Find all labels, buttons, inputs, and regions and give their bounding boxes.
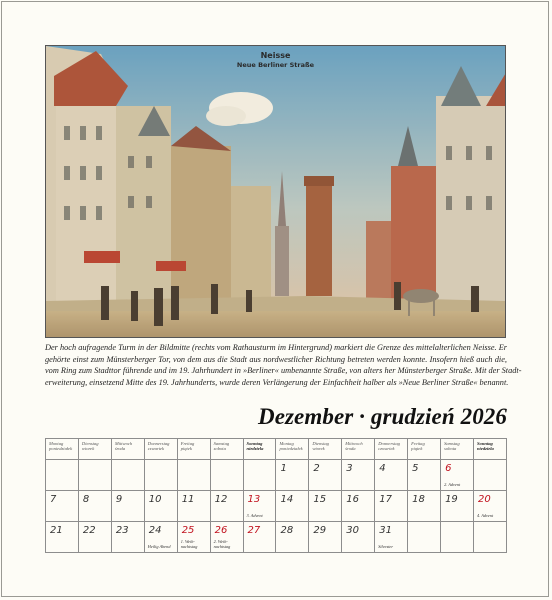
day-number: 5 xyxy=(412,463,419,474)
day-cell xyxy=(210,460,243,491)
day-cell xyxy=(309,491,342,522)
weekday-label xyxy=(79,439,111,451)
holiday-note: Heilig Abend xyxy=(147,544,171,550)
day-cell xyxy=(210,522,243,553)
day-cell xyxy=(375,522,408,553)
day-number: 24 xyxy=(148,525,162,536)
day-number: 10 xyxy=(148,494,162,505)
weekday-polish: sobota xyxy=(444,446,457,452)
weekday-header xyxy=(243,439,276,460)
weekday-label xyxy=(408,439,440,451)
weekday-polish: niedziela xyxy=(246,446,264,452)
weekday-label xyxy=(375,439,407,451)
day-number xyxy=(79,460,111,463)
day-cell xyxy=(408,522,441,553)
weekday-polish: czwartek xyxy=(378,446,395,452)
day-number: 19 xyxy=(445,494,458,505)
weekday-header xyxy=(473,439,506,460)
weekday-header xyxy=(177,439,210,460)
day-cell xyxy=(46,460,79,491)
day-cell xyxy=(78,460,111,491)
weekday-header xyxy=(46,439,79,460)
postcard-subtitle: Neue Berliner Straße xyxy=(236,61,315,69)
caption-line: gehörte einst zum Münsterberger Tor, von dem aus die Stadt aus nordwestlicher Richtung betreten werden konnte. Insofern hieß auch die, xyxy=(45,354,507,364)
day-cell xyxy=(46,491,79,522)
historic-postcard-image xyxy=(45,45,506,338)
day-cell xyxy=(144,491,177,522)
weekday-german: Montag xyxy=(49,441,64,446)
day-cell xyxy=(243,460,276,491)
day-number: 9 xyxy=(115,494,123,505)
day-cell xyxy=(78,491,111,522)
weekday-label xyxy=(244,439,276,451)
weekday-header xyxy=(78,439,111,460)
photo-caption xyxy=(45,342,522,388)
holiday-note: 3. Advent xyxy=(246,513,263,519)
weekday-polish: piątek xyxy=(411,446,423,452)
weekday-polish: wtorek xyxy=(312,446,325,452)
day-cell xyxy=(276,522,309,553)
day-number: 16 xyxy=(346,494,360,505)
day-cell xyxy=(441,491,474,522)
day-number: 27 xyxy=(247,525,261,536)
weekday-polish: sobota xyxy=(213,446,226,452)
week-row xyxy=(46,460,507,491)
weekday-polish: piątek xyxy=(180,446,192,452)
day-number: 20 xyxy=(477,494,491,505)
day-cell xyxy=(46,522,79,553)
caption-line: Der hoch aufragende Turm in der Bildmitte (rechts vom Rathausturm im Hintergrund) markiert die Grenze des mittelalterlichen Neisse. Er xyxy=(45,343,507,352)
day-cell xyxy=(111,491,144,522)
caption-line: vom Ring zum Stadttor führende und im 19. Jahrhundert in »Berliner« umbenannte Straße, von alters her Münsterberger Straße. Mit der Stadt- xyxy=(45,366,522,376)
weekday-german: Freitag xyxy=(180,441,195,446)
day-cell xyxy=(441,460,474,491)
day-number: 29 xyxy=(313,525,327,536)
day-cell xyxy=(144,460,177,491)
weekday-german: Freitag xyxy=(411,441,425,446)
day-number: 13 xyxy=(247,494,261,505)
street-scene-illustration xyxy=(46,46,506,338)
day-number xyxy=(474,522,506,525)
month-title: Dezember · grudzień 2026 xyxy=(257,404,507,429)
day-cell xyxy=(111,522,144,553)
day-number: 14 xyxy=(280,494,294,505)
weekday-label xyxy=(112,439,144,451)
day-number xyxy=(211,460,243,463)
day-number: 18 xyxy=(412,494,425,505)
weekday-header xyxy=(144,439,177,460)
day-number: 23 xyxy=(115,525,129,536)
day-cell xyxy=(78,522,111,553)
weekday-polish: czwartek xyxy=(147,446,165,452)
calendar-grid xyxy=(45,438,507,553)
weekday-label xyxy=(276,439,308,451)
weekday-polish: wtorek xyxy=(81,446,95,452)
weekday-label xyxy=(178,439,210,451)
weekday-german: Donnerstag xyxy=(147,441,170,446)
day-number: 26 xyxy=(214,525,228,536)
day-cell xyxy=(473,522,506,553)
weekday-german: Mittwoch xyxy=(345,441,363,446)
day-number: 3 xyxy=(346,463,353,474)
day-cell xyxy=(375,491,408,522)
day-cell xyxy=(342,460,375,491)
weekday-header xyxy=(309,439,342,460)
weekday-german: Donnerstag xyxy=(378,441,400,446)
weekday-label xyxy=(211,439,243,451)
day-cell xyxy=(342,522,375,553)
week-row xyxy=(46,522,507,553)
weekday-german: Samstag xyxy=(444,441,460,446)
day-cell xyxy=(111,460,144,491)
day-number: 17 xyxy=(379,494,392,505)
day-cell xyxy=(243,491,276,522)
holiday-note: 1. Weih- nachtstag xyxy=(180,539,198,550)
weekday-polish: środa xyxy=(114,446,126,452)
weekday-header xyxy=(408,439,441,460)
day-number: 6 xyxy=(445,463,452,474)
day-number: 2 xyxy=(313,463,320,474)
weekday-header xyxy=(342,439,375,460)
day-number xyxy=(244,460,276,463)
weekday-label xyxy=(309,439,341,451)
day-cell xyxy=(375,460,408,491)
day-cell xyxy=(177,460,210,491)
day-number: 30 xyxy=(346,525,360,536)
day-cell xyxy=(276,460,309,491)
day-cell xyxy=(441,522,474,553)
day-number: 15 xyxy=(313,494,327,505)
caption-line: erweiterung, einsetzend Mitte des 19. Jahrhunderts, wurde deren Verlängerung der Einfachheit halber als »Neue Berliner Straße« benannt. xyxy=(45,377,509,387)
weekday-label xyxy=(474,439,506,451)
day-cell xyxy=(342,491,375,522)
day-number xyxy=(408,522,440,525)
weekday-label xyxy=(46,439,78,451)
day-number xyxy=(178,460,210,463)
day-number xyxy=(441,522,473,525)
weekday-polish: poniedziałek xyxy=(49,446,73,452)
day-number: 21 xyxy=(50,525,63,536)
holiday-note: 2. Advent xyxy=(444,482,461,488)
weekday-german: Sonntag xyxy=(476,441,493,446)
weekday-header xyxy=(210,439,243,460)
weekday-polish: środa xyxy=(345,446,356,452)
day-number xyxy=(112,460,144,463)
weekday-german: Samstag xyxy=(213,441,230,446)
day-number: 11 xyxy=(181,494,195,505)
day-number: 12 xyxy=(214,494,228,505)
holiday-note: 4. Advent xyxy=(476,513,494,519)
weekday-label xyxy=(441,439,473,451)
day-cell xyxy=(210,491,243,522)
day-cell xyxy=(276,491,309,522)
weekday-label xyxy=(342,439,374,451)
day-number: 8 xyxy=(82,494,90,505)
weekday-header xyxy=(375,439,408,460)
weekday-german: Montag xyxy=(279,441,294,446)
weekday-polish: poniedziałek xyxy=(279,446,303,452)
postcard-title: Neisse xyxy=(260,51,291,60)
day-number: 28 xyxy=(280,525,294,536)
day-number xyxy=(145,460,177,463)
day-number: 1 xyxy=(280,463,287,474)
day-cell xyxy=(177,491,210,522)
day-number: 31 xyxy=(379,525,392,536)
day-cell xyxy=(144,522,177,553)
day-number: 25 xyxy=(181,525,195,536)
weekday-german: Dienstag xyxy=(312,441,329,446)
weekday-polish: niedziela xyxy=(476,446,494,452)
day-number: 4 xyxy=(379,463,386,474)
weekday-label xyxy=(145,439,177,451)
day-cell xyxy=(243,522,276,553)
day-number xyxy=(46,460,78,463)
day-cell xyxy=(309,522,342,553)
weekday-german: Sonntag xyxy=(246,441,263,446)
day-number xyxy=(474,460,506,463)
weekday-german: Dienstag xyxy=(81,441,99,446)
day-cell xyxy=(408,460,441,491)
day-number: 7 xyxy=(50,494,57,505)
day-cell xyxy=(473,460,506,491)
holiday-note: 2. Weih- nachtstag xyxy=(213,539,231,550)
day-cell xyxy=(408,491,441,522)
day-number: 22 xyxy=(82,525,96,536)
weekday-header-row xyxy=(46,439,507,460)
weekday-header xyxy=(276,439,309,460)
weekday-header xyxy=(111,439,144,460)
week-row xyxy=(46,491,507,522)
day-cell xyxy=(309,460,342,491)
day-cell xyxy=(473,491,506,522)
weekday-german: Mittwoch xyxy=(114,441,133,446)
holiday-note: Silvester xyxy=(378,544,394,550)
day-cell xyxy=(177,522,210,553)
weekday-header xyxy=(441,439,474,460)
